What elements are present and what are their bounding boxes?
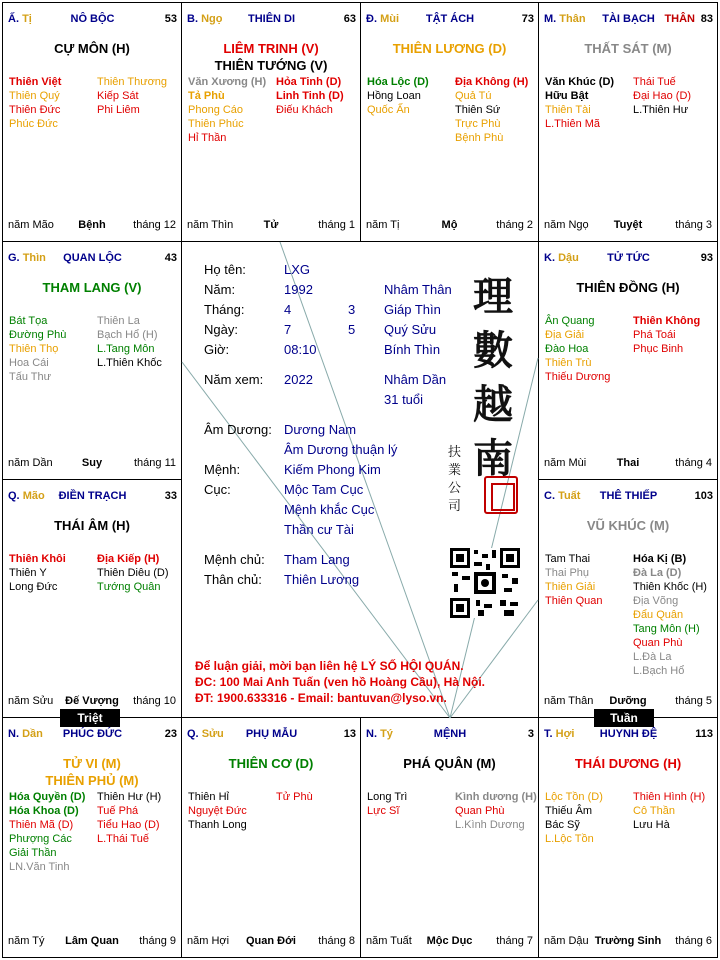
palace-can: Q.: [187, 728, 199, 740]
cuc-value: Mộc Tam Cục: [284, 482, 364, 497]
palace-can: K.: [544, 252, 555, 264]
palace-age: 23: [164, 728, 177, 740]
palace-name: PHÚC ĐỨC: [62, 728, 123, 740]
minor-star: Hỏa Tinh (D): [276, 76, 342, 88]
trang-sinh-stage: Suy: [81, 457, 103, 469]
minor-star: Điếu Khách: [276, 104, 333, 116]
minor-star: Quan Phù: [633, 637, 683, 649]
tieu-han-month: tháng 8: [318, 935, 355, 947]
minor-star: L.Thiên Khốc: [97, 357, 162, 369]
minor-star: Cô Thần: [633, 805, 675, 817]
contact-line-1: Để luận giải, mời bạn liên hệ LÝ SỐ HỘI QUÁN.: [195, 659, 464, 673]
trang-sinh-stage: Tuyệt: [613, 219, 643, 231]
palace-can: Đ.: [366, 13, 377, 25]
trang-sinh-stage: Trường Sinh: [594, 935, 662, 947]
palace-chi: Tý: [380, 728, 393, 740]
minor-star: L.Đà La: [633, 651, 672, 663]
minor-star: Hồng Loan: [367, 90, 421, 102]
main-star: LIÊM TRINH (V): [223, 41, 319, 56]
minor-star: Kình dương (H): [455, 791, 537, 803]
minor-star: Thiên Giải: [545, 581, 596, 593]
minor-star: Đà La (D): [633, 567, 682, 579]
tieu-han-month: tháng 9: [139, 935, 176, 947]
dai-han-year: năm Dậu: [544, 935, 589, 947]
am-duong-ly: Âm Dương thuận lý: [284, 442, 398, 457]
minor-star: Quả Tú: [455, 90, 492, 102]
tuan-tag: Tuần: [594, 709, 654, 727]
contact-address: ĐC: 100 Mai Anh Tuấn (ven hồ Hoàng Cầu), Hà Nội.: [195, 675, 486, 689]
palace-name: NÔ BỘC: [70, 13, 115, 25]
minor-star: L.Bạch Hổ: [633, 665, 685, 677]
minor-star: Phá Toái: [633, 329, 676, 341]
palace-age: 63: [343, 13, 356, 25]
minor-star: Bạch Hổ (H): [97, 329, 158, 341]
than-badge: THÂN: [664, 13, 695, 25]
tieu-han-month: tháng 5: [675, 695, 712, 707]
minor-star: Thiên Phúc: [188, 118, 244, 130]
dai-han-year: năm Sửu: [8, 695, 54, 707]
dai-han-year: năm Hợi: [187, 935, 230, 947]
ho-ten-label: Họ tên:: [204, 262, 246, 277]
minor-star: L.Thiên Mã: [545, 118, 601, 130]
than-chu-label: Thân chủ:: [204, 572, 262, 587]
main-star: THIÊN PHỦ (M): [45, 773, 139, 788]
dai-han-year: năm Dần: [8, 457, 53, 469]
minor-star: Hóa Khoa (D): [9, 805, 79, 817]
palace-name: MỆNH: [433, 728, 467, 740]
minor-star: Lộc Tồn (D): [545, 791, 603, 803]
minor-star: LN.Văn Tinh: [9, 861, 70, 873]
palace-can: M.: [544, 13, 557, 25]
minor-star: Phục Binh: [633, 343, 684, 355]
dai-han-year: năm Thân: [544, 695, 594, 707]
palace-name: THÊ THIẾP: [599, 490, 658, 502]
palace-chi: Tị: [22, 13, 32, 25]
main-star: TỬ VI (M): [63, 756, 121, 771]
minor-star: Phong Cáo: [188, 104, 244, 116]
minor-star: Bát Tọa: [9, 315, 48, 327]
palace-can: T.: [544, 728, 553, 740]
tieu-han-month: tháng 7: [496, 935, 533, 947]
ngay-label: Ngày:: [204, 322, 238, 337]
palace-name: TỬ TỨC: [607, 252, 650, 264]
nam-label: Năm:: [204, 282, 236, 297]
main-star: THIÊN CƠ (D): [228, 756, 314, 771]
palace-can: Ấ.: [8, 13, 19, 25]
tuoi-value: 31 tuổi: [384, 392, 424, 407]
qr-code-icon: [450, 548, 520, 618]
menh-label: Mệnh:: [204, 462, 241, 477]
dai-han-year: năm Mùi: [544, 457, 587, 469]
than-chu-value: Thiên Lương: [284, 572, 360, 587]
cuc-label: Cục:: [204, 482, 231, 497]
dai-han-year: năm Thìn: [187, 219, 234, 231]
minor-star: L.Kình Dương: [455, 819, 525, 831]
minor-star: Thiên Thương: [97, 76, 168, 88]
tieu-han-month: tháng 4: [675, 457, 712, 469]
minor-star: Thiếu Âm: [545, 805, 593, 817]
minor-star: Địa Giải: [545, 329, 585, 341]
minor-star: Thiên Đức: [9, 104, 61, 116]
trang-sinh-stage: Dưỡng: [609, 695, 647, 707]
trang-sinh-stage: Đế Vượng: [65, 695, 119, 707]
minor-star: Hóa Kị (B): [633, 553, 687, 565]
minor-star: Quốc Ấn: [367, 104, 410, 116]
palace-can: N.: [366, 728, 377, 740]
minor-star: Tiểu Hao (D): [97, 819, 160, 831]
dai-han-year: năm Ngọ: [544, 219, 589, 231]
trang-sinh-stage: Mộ: [441, 219, 458, 231]
triet-tag: Triệt: [60, 709, 120, 727]
trang-sinh-stage: Quan Đới: [246, 935, 296, 947]
palace-chi: Dậu: [558, 252, 579, 264]
dai-han-year: năm Tý: [8, 935, 45, 947]
minor-star: Tang Môn (H): [633, 623, 700, 635]
than-cu: Thần cư Tài: [284, 522, 354, 537]
main-star: THAM LANG (V): [42, 280, 142, 295]
minor-star: Thiên Khôi: [9, 553, 66, 565]
thang-can-chi: Giáp Thìn: [384, 302, 441, 317]
palace-chi: Tuất: [558, 490, 581, 502]
tieu-han-month: tháng 1: [318, 219, 355, 231]
minor-star: Thiếu Dương: [545, 371, 611, 383]
ngay-can-chi: Quý Sửu: [384, 322, 437, 337]
palace-age: 33: [164, 490, 177, 502]
minor-star: Bệnh Phù: [455, 132, 504, 144]
nam-value: 1992: [284, 282, 313, 297]
calligraphy-title: 理數越南: [473, 273, 513, 482]
contact-phone-email: ĐT: 1900.633316 - Email: bantuvan@lyso.vn.: [195, 691, 447, 705]
nam-can-chi: Nhâm Thân: [384, 282, 452, 297]
minor-star: Thiên Diêu (D): [97, 567, 169, 579]
minor-star: Thiên Khốc (H): [633, 581, 707, 593]
palace-age: 3: [527, 728, 534, 740]
palace-name: TÀI BẠCH: [602, 13, 655, 25]
palace-age: 83: [700, 13, 713, 25]
ngay-duong-lich: 5: [348, 322, 356, 337]
trang-sinh-stage: Lâm Quan: [65, 935, 119, 947]
palace-name: PHỤ MẪU: [245, 728, 298, 740]
palace-chi: Hợi: [555, 728, 575, 740]
main-star: THÁI ÂM (H): [54, 518, 130, 533]
minor-star: Thai Phụ: [545, 567, 590, 579]
minor-star: Thiên Trù: [545, 357, 592, 369]
minor-star: Địa Võng: [633, 595, 679, 607]
main-star: CỰ MÔN (H): [54, 41, 130, 56]
minor-star: Nguyệt Đức: [188, 805, 247, 817]
palace-age: 113: [695, 728, 713, 740]
dai-han-year: năm Tị: [366, 219, 400, 231]
minor-star: Thiên Sứ: [455, 104, 501, 116]
minor-star: Thiên Tài: [545, 104, 591, 116]
palace-age: 53: [164, 13, 177, 25]
minor-star: Thiên La: [97, 315, 140, 327]
minor-star: Hữu Bật: [545, 90, 589, 102]
ho-ten-value: LXG: [284, 262, 311, 277]
palace-age: 73: [521, 13, 534, 25]
minor-star: Thiên Hình (H): [633, 791, 706, 803]
palace-name: THIÊN DI: [247, 13, 296, 25]
am-duong-value: Dương Nam: [284, 422, 357, 437]
main-star: THIÊN ĐỒNG (H): [576, 280, 680, 295]
main-star: THẤT SÁT (M): [584, 41, 672, 56]
minor-star: Linh Tinh (D): [276, 90, 344, 102]
minor-star: Hóa Lộc (D): [367, 76, 429, 88]
dai-han-year: năm Tuất: [366, 935, 412, 947]
gio-label: Giờ:: [204, 342, 230, 357]
palace-name: TẬT ÁCH: [425, 13, 475, 25]
minor-star: Đào Hoa: [545, 343, 589, 355]
minor-star: Thiên Mã (D): [9, 819, 74, 831]
calligraphy-side: 扶 業 公 司: [448, 445, 462, 514]
minor-star: L.Thái Tuế: [97, 833, 149, 845]
palace-chi: Mão: [22, 490, 45, 502]
tieu-han-month: tháng 10: [133, 695, 176, 707]
palace-chi: Thân: [559, 13, 586, 25]
minor-star: L.Thiên Hư: [633, 104, 689, 116]
minor-star: Long Trì: [367, 791, 408, 803]
minor-star: Tướng Quân: [97, 581, 161, 593]
nam-xem-label: Năm xem:: [204, 372, 264, 387]
menh-value: Kiếm Phong Kim: [284, 462, 381, 477]
main-star: THIÊN LƯƠNG (D): [392, 41, 507, 56]
minor-star: Giải Thần: [9, 847, 57, 859]
minor-star: Long Đức: [9, 581, 58, 593]
trang-sinh-stage: Tử: [263, 219, 279, 231]
trang-sinh-stage: Thai: [616, 457, 640, 469]
tieu-han-month: tháng 11: [133, 457, 176, 469]
minor-star: Kiếp Sát: [97, 90, 139, 102]
palace-age: 93: [700, 252, 713, 264]
palace-can: G.: [8, 252, 20, 264]
tieu-han-month: tháng 12: [133, 219, 176, 231]
minor-star: Đại Hao (D): [633, 90, 692, 102]
am-duong-label: Âm Dương:: [204, 422, 272, 437]
minor-star: Bác Sỹ: [545, 819, 580, 831]
menh-chu-value: Tham Lang: [284, 552, 350, 567]
tieu-han-month: tháng 3: [675, 219, 712, 231]
palace-chi: Dần: [22, 728, 43, 740]
minor-star: Ân Quang: [545, 315, 595, 327]
main-star: THÁI DƯƠNG (H): [574, 756, 682, 771]
minor-star: Hoa Cái: [9, 357, 49, 369]
minor-star: Đường Phù: [9, 329, 67, 341]
palace-chi: Thìn: [22, 252, 46, 264]
minor-star: Văn Khúc (D): [545, 76, 615, 88]
ngay-am-lich: 7: [284, 322, 292, 337]
red-seal-icon: [484, 476, 518, 514]
minor-star: Thiên Quan: [545, 595, 603, 607]
minor-star: Thái Tuế: [633, 76, 676, 88]
minor-star: Phượng Các: [9, 833, 72, 845]
minor-star: Tử Phù: [276, 791, 313, 803]
main-star: THIÊN TƯỚNG (V): [214, 58, 328, 73]
minor-star: Tuế Phá: [97, 805, 139, 817]
palace-age: 103: [694, 490, 713, 502]
minor-star: Thiên Quý: [9, 90, 60, 102]
trang-sinh-stage: Mộc Dục: [426, 935, 473, 947]
cuc-relation: Mệnh khắc Cục: [284, 502, 375, 517]
palace-age: 13: [343, 728, 356, 740]
minor-star: Thiên Hư (H): [97, 791, 162, 803]
palace-age: 43: [164, 252, 177, 264]
tieu-han-month: tháng 6: [675, 935, 712, 947]
palace-name: ĐIỀN TRẠCH: [58, 490, 127, 502]
thang-duong-lich: 3: [348, 302, 356, 317]
palace-chi: Mùi: [380, 13, 400, 25]
minor-star: Tấu Thư: [9, 371, 52, 383]
main-star: PHÁ QUÂN (M): [403, 756, 496, 771]
minor-star: Trực Phù: [455, 118, 501, 130]
palace-can: C.: [544, 490, 555, 502]
palace-name: QUAN LỘC: [63, 252, 122, 264]
minor-star: Hóa Quyền (D): [9, 791, 86, 803]
palace-name: HUYNH ĐỆ: [599, 728, 658, 740]
palace-chi: Ngọ: [201, 13, 223, 25]
thang-am-lich: 4: [284, 302, 292, 317]
minor-star: Thiên Hỉ: [188, 791, 229, 803]
minor-star: Tả Phù: [188, 90, 225, 102]
minor-star: Thiên Thọ: [9, 343, 59, 355]
minor-star: L.Tang Môn: [97, 343, 155, 355]
minor-star: Đẩu Quân: [633, 609, 684, 621]
minor-star: Địa Kiếp (H): [97, 553, 160, 565]
palace-chi: Sửu: [201, 728, 224, 740]
menh-chu-label: Mệnh chủ:: [204, 552, 265, 567]
minor-star: Quan Phù: [455, 805, 505, 817]
minor-star: L.Lộc Tồn: [545, 833, 594, 845]
center-text: [180, 240, 536, 716]
minor-star: Thanh Long: [188, 819, 247, 831]
minor-star: Phi Liêm: [97, 104, 140, 116]
minor-star: Thiên Không: [633, 315, 701, 327]
dai-han-year: năm Mão: [8, 219, 54, 231]
minor-star: Địa Không (H): [455, 76, 529, 88]
minor-star: Văn Xương (H): [188, 76, 267, 88]
gio-value: 08:10: [284, 342, 317, 357]
minor-star: Thiên Việt: [9, 76, 62, 88]
minor-star: Tam Thai: [545, 553, 591, 565]
minor-star: Thiên Y: [9, 567, 47, 579]
minor-star: Lực Sĩ: [367, 805, 400, 817]
thang-label: Tháng:: [204, 302, 245, 317]
nam-xem-value: 2022: [284, 372, 313, 387]
tieu-han-month: tháng 2: [496, 219, 533, 231]
palace-can: N.: [8, 728, 19, 740]
minor-star: Phúc Đức: [9, 118, 58, 130]
minor-star: Lưu Hà: [633, 819, 670, 831]
minor-star: Hỉ Thần: [188, 132, 227, 144]
main-star: VŨ KHÚC (M): [586, 518, 670, 533]
palace-can: Q.: [8, 490, 20, 502]
gio-can-chi: Bính Thìn: [384, 342, 441, 357]
palace-can: B.: [187, 13, 198, 25]
nam-xem-can-chi: Nhâm Dần: [384, 372, 447, 387]
trang-sinh-stage: Bệnh: [78, 219, 106, 231]
